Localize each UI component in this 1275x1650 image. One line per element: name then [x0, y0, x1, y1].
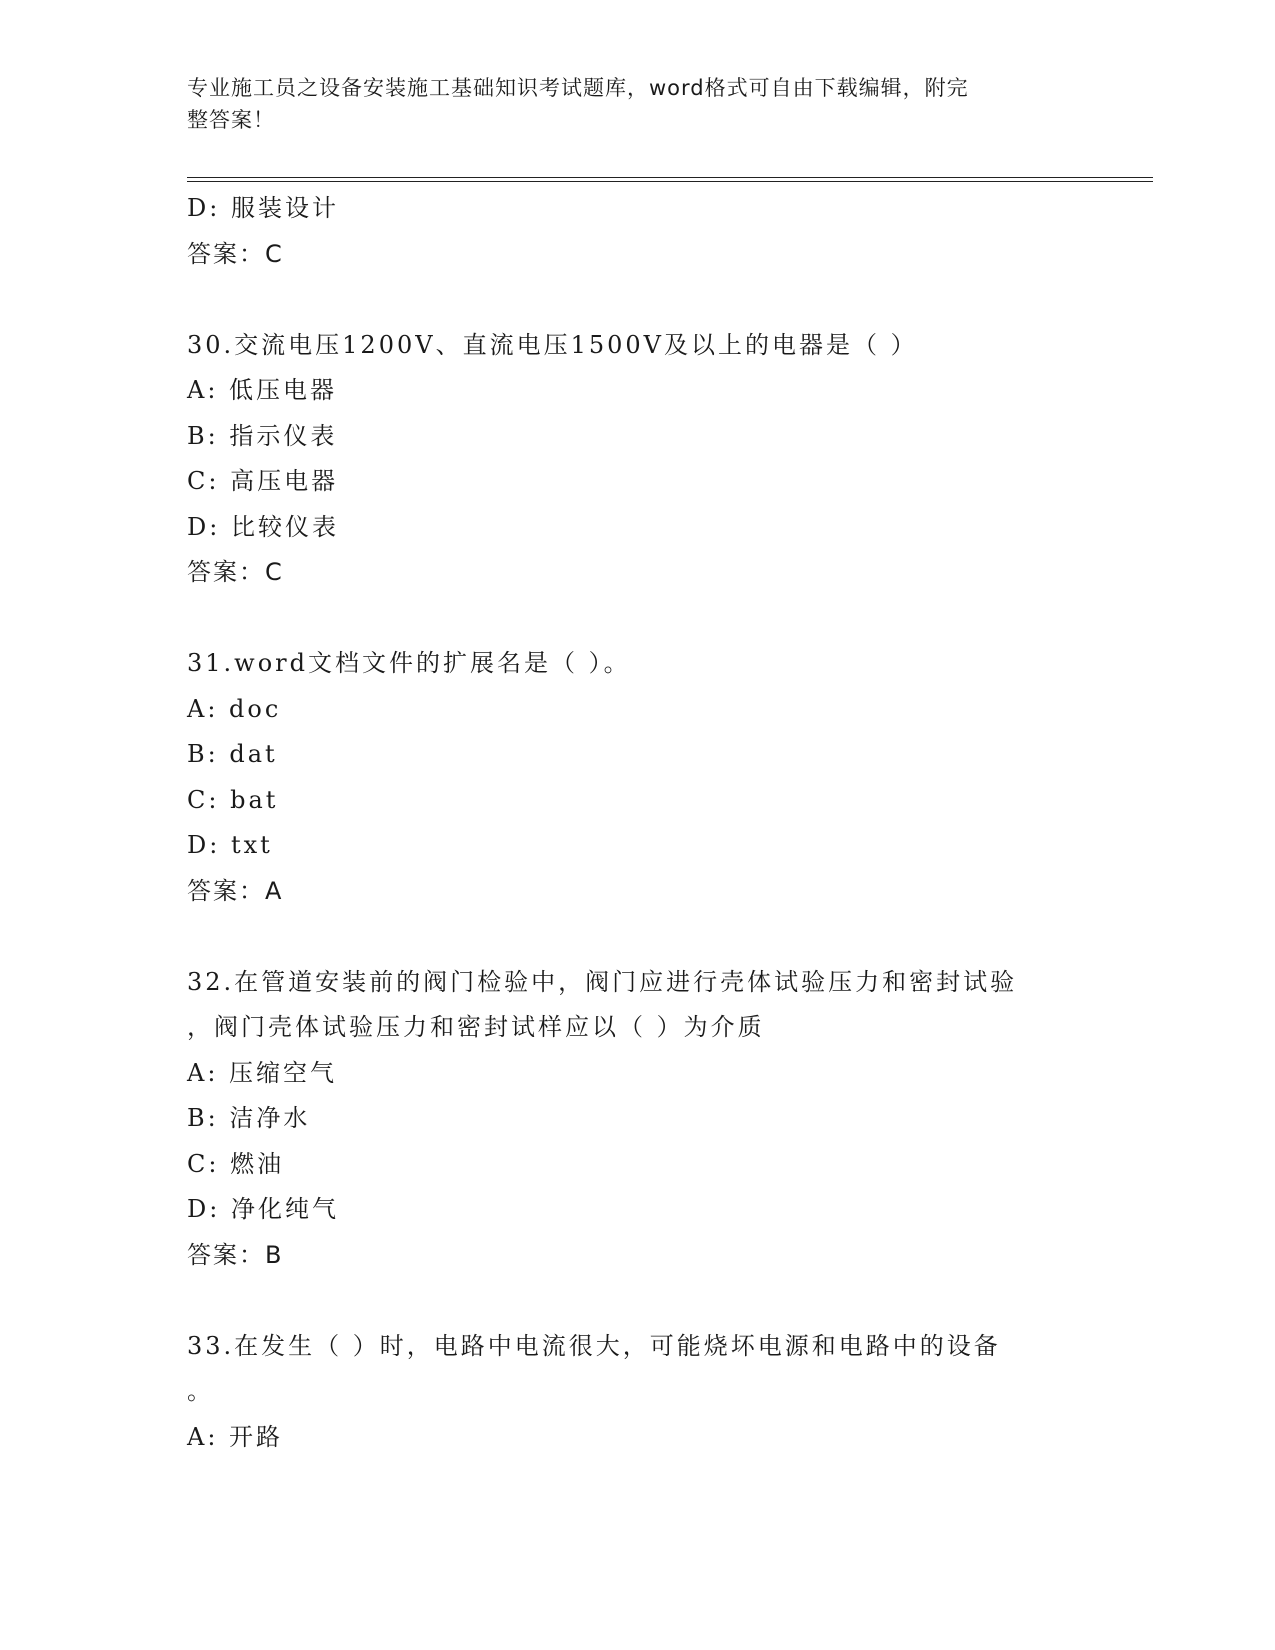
header-double-rule	[187, 177, 1153, 182]
option-a: A: 低压电器	[187, 376, 338, 404]
option-b: B: 洁净水	[187, 1104, 311, 1132]
spacer	[187, 914, 1087, 960]
option-b: B: 指示仪表	[187, 421, 338, 450]
header-title-line-2: 整答案！	[187, 108, 275, 132]
question-stem-line-1: 33.在发生（ ）时，电路中电流很大，可能烧坏电源和电路中的设备	[187, 1331, 1001, 1360]
question-stem-line-1: 32.在管道安装前的阀门检验中，阀门应进行壳体试验压力和密封试验	[187, 967, 1018, 996]
option-d: D: 净化纯气	[187, 1195, 339, 1223]
answer-line: 答案：C	[187, 558, 284, 586]
question-list	[187, 186, 1087, 1460]
header-title-line-1: 专业施工员之设备安装施工基础知识考试题库，word格式可自由下载编辑，附完	[187, 76, 969, 100]
question-30	[187, 323, 1087, 596]
previous-question-tail	[187, 186, 1087, 277]
question-stem-line-2: ，阀门壳体试验压力和密封试样应以（ ）为介质	[187, 1013, 765, 1041]
option-d: D: 比较仪表	[187, 512, 339, 541]
option-d: D: 服装设计	[187, 194, 339, 222]
question-stem-line-2: 。	[187, 1377, 214, 1405]
question-31	[187, 641, 1087, 914]
option-d: D: txt	[187, 831, 273, 859]
question-stem: 31.word文档文件的扩展名是（ ）。	[187, 649, 631, 677]
option-b: B: dat	[187, 740, 278, 768]
option-a: A: doc	[187, 694, 282, 723]
option-c: C: 高压电器	[187, 467, 339, 495]
spacer	[187, 1278, 1087, 1324]
question-32	[187, 960, 1087, 1279]
option-a: A: 压缩空气	[187, 1058, 338, 1087]
question-33	[187, 1324, 1087, 1461]
question-stem: 30.交流电压1200V、直流电压1500V及以上的电器是（ ）	[187, 330, 918, 359]
answer-line: 答案：B	[187, 1240, 284, 1269]
answer-line: 答案：C	[187, 239, 284, 268]
option-c: C: 燃油	[187, 1149, 285, 1178]
option-a: A: 开路	[187, 1422, 284, 1451]
document-header	[187, 72, 1067, 136]
spacer	[187, 596, 1087, 642]
spacer	[187, 277, 1087, 323]
answer-line: 答案：A	[187, 876, 284, 905]
option-c: C: bat	[187, 785, 279, 814]
